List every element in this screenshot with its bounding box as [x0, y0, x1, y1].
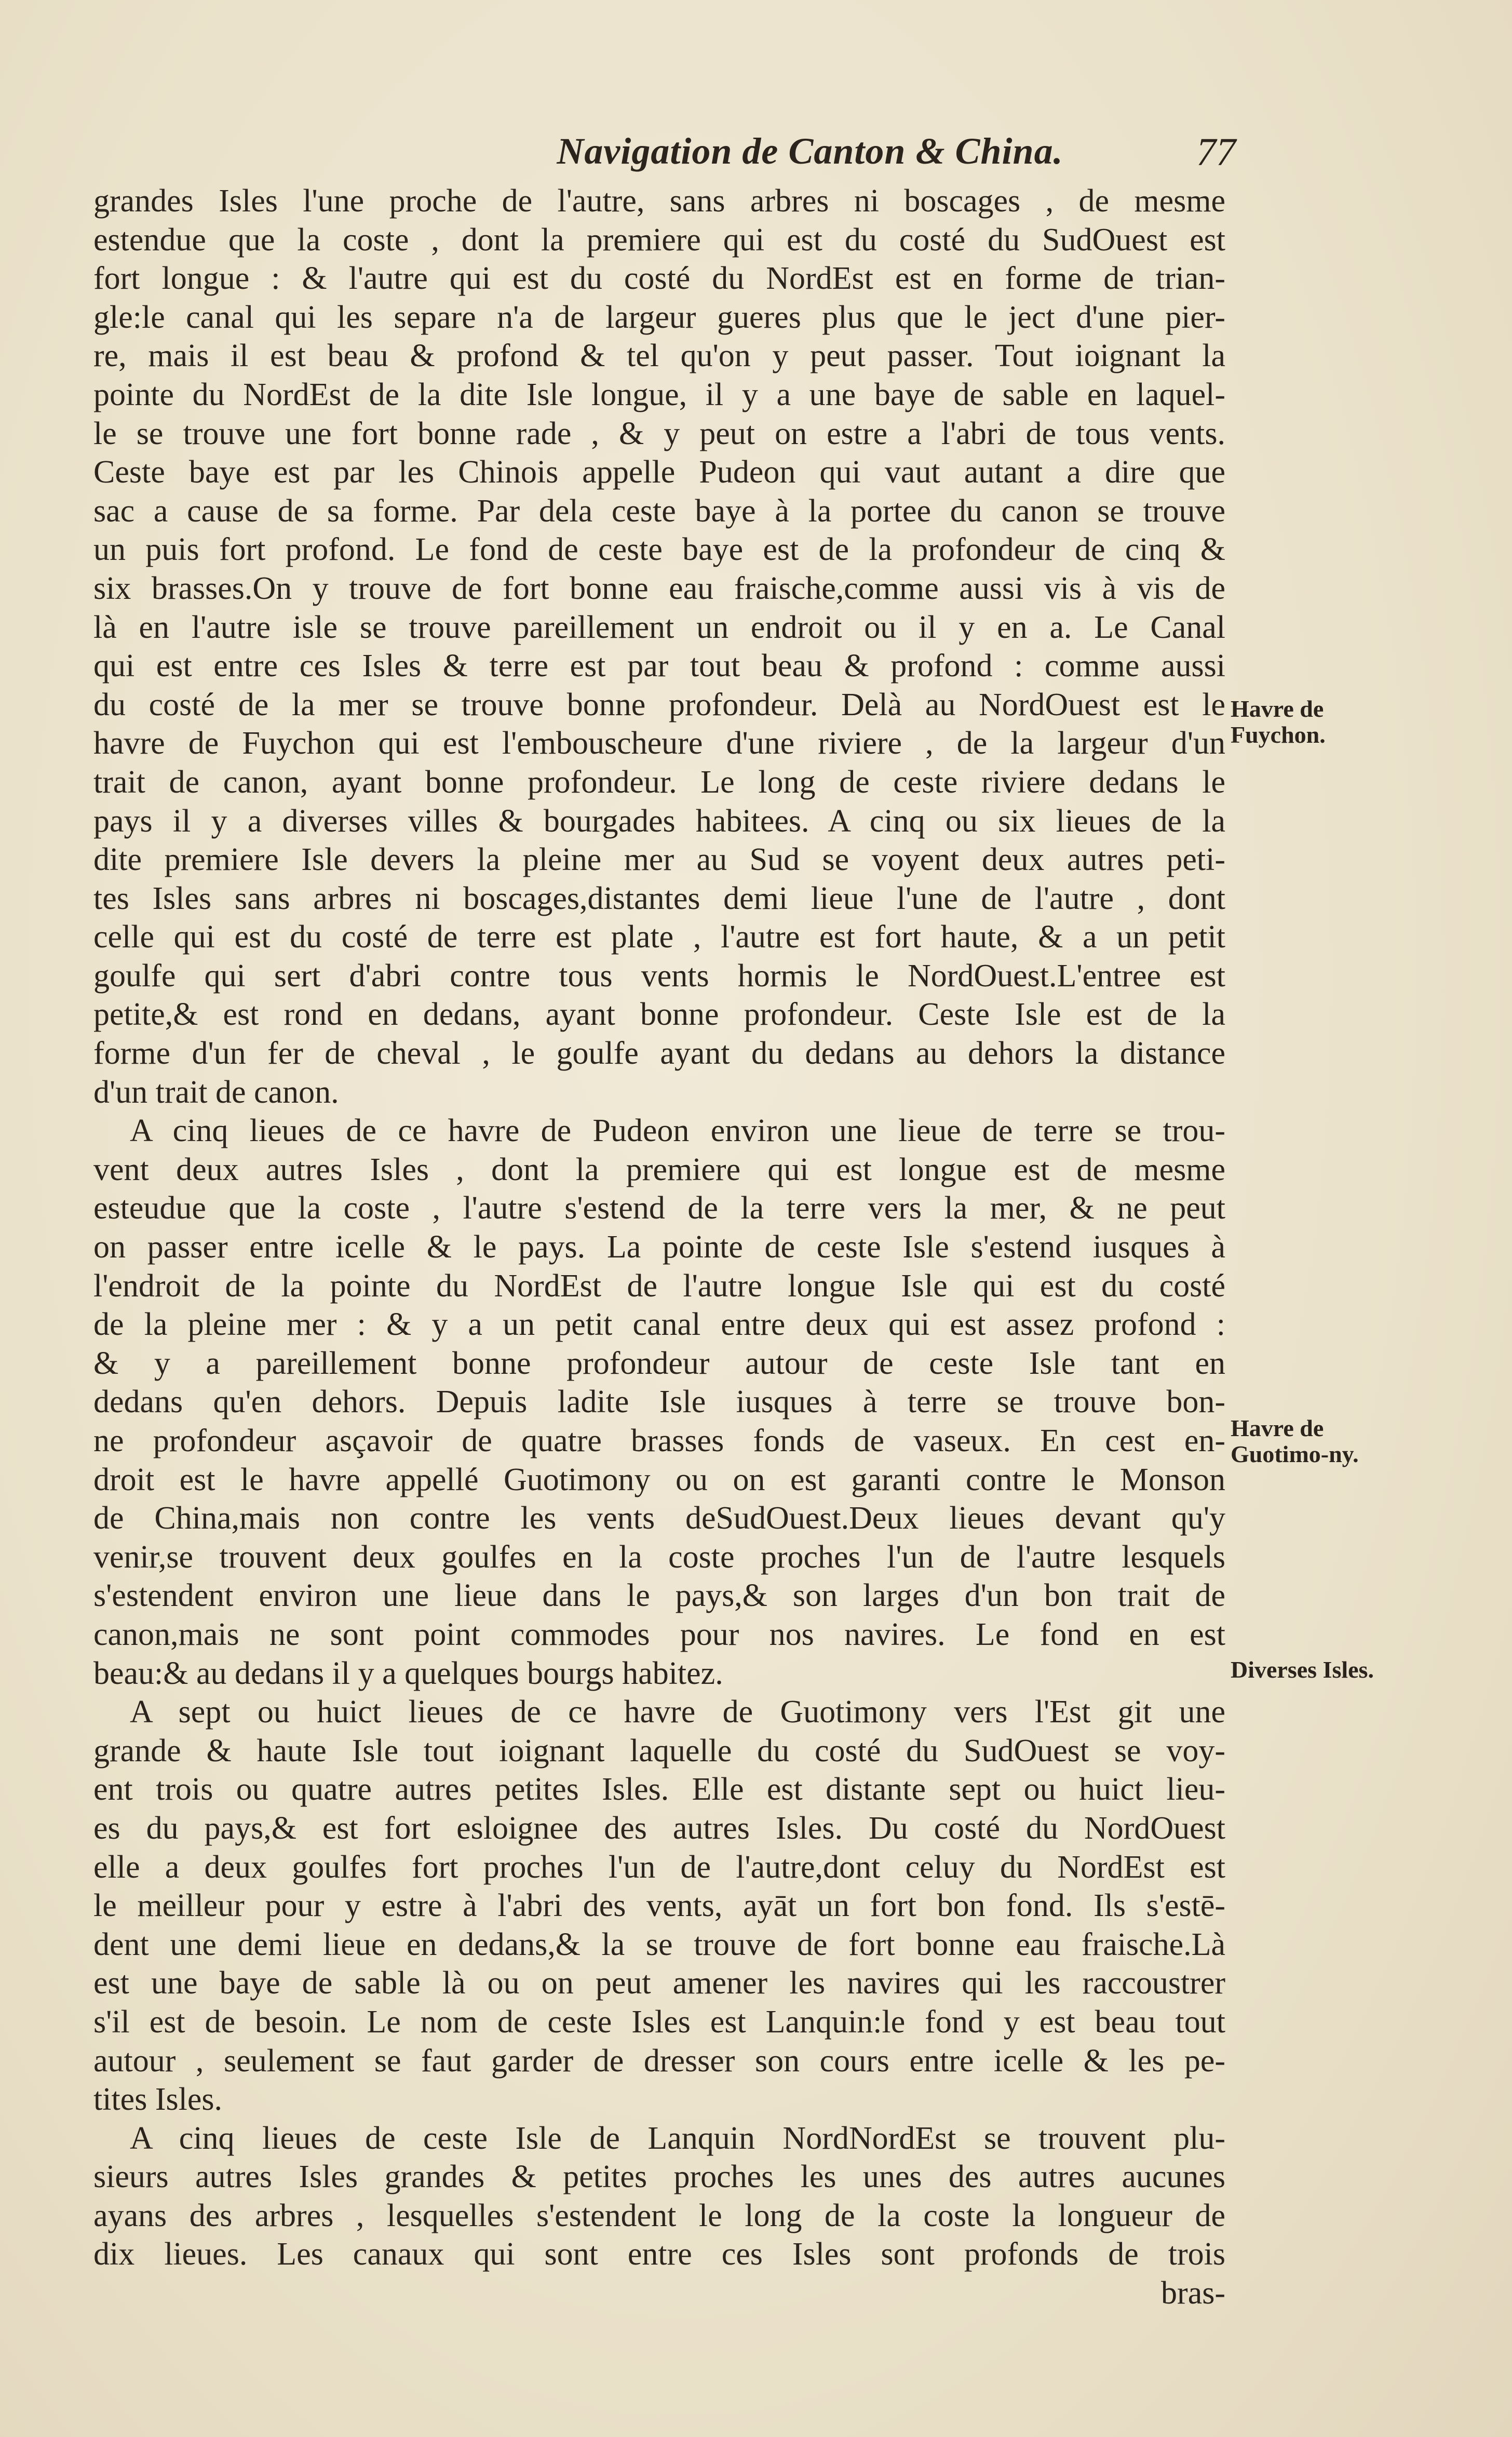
text-line: pays il y a diverses villes & bourgades habitees. A cinq ou six lieues de la	[93, 803, 1225, 839]
text-line: forme d'un fer de cheval , le goulfe ayant du dedans au dehors la distance	[93, 1036, 1225, 1072]
text-line: sieurs autres Isles grandes & petites proches les unes des autres aucunes	[93, 2159, 1225, 2195]
text-line: tites Isles.	[93, 2082, 222, 2118]
text-line: canon,mais ne sont point commodes pour nos navires. Le fond en est	[93, 1616, 1225, 1652]
text-line: droit est le havre appellé Guotimony ou on est garanti contre le Monson	[93, 1462, 1225, 1497]
text-line: dedans qu'en dehors. Depuis ladite Isle iusques à terre se trouve bon-	[93, 1384, 1225, 1420]
text-line: le meilleur pour y estre à l'abri des vents, ayāt un fort bon fond. Ils s'estē-	[93, 1888, 1225, 1924]
text-line: tes Isles sans arbres ni boscages,distantes demi lieue l'une de l'autre , dont	[93, 880, 1225, 916]
text-line: havre de Fuychon qui est l'embouscheure d'une riviere , de la largeur d'un	[93, 726, 1225, 761]
text-line: A cinq lieues de ce havre de Pudeon environ une lieue de terre se trou-	[130, 1113, 1225, 1149]
text-line: de China,mais non contre les vents deSudOuest.Deux lieues devant qu'y	[93, 1501, 1225, 1536]
text-line: grande & haute Isle tout ioignant laquelle du costé du SudOuest se voy-	[93, 1733, 1225, 1769]
text-line: ent trois ou quatre autres petites Isles. Elle est distante sept ou huict lieu-	[93, 1772, 1225, 1807]
text-line: beau:& au dedans il y a quelques bourgs habitez.	[93, 1655, 723, 1691]
text-line: A sept ou huict lieues de ce havre de Guotimony vers l'Est git une	[130, 1694, 1225, 1730]
margin-note-fuychon: Havre de Fuychon.	[1231, 695, 1326, 748]
text-line: le se trouve une fort bonne rade , & y peut on estre a l'abri de tous vents.	[93, 416, 1225, 451]
text-line: celle qui est du costé de terre est plate , l'autre est fort haute, & a un petit	[93, 919, 1225, 955]
text-line: grandes Isles l'une proche de l'autre, sans arbres ni boscages , de mesme	[93, 183, 1225, 219]
text-line: un puis fort profond. Le fond de ceste baye est de la profondeur de cinq &	[93, 532, 1225, 568]
page-number: 77	[1196, 130, 1236, 174]
text-line: re, mais il est beau & profond & tel qu'on y peut passer. Tout ioignant la	[93, 338, 1225, 374]
text-line: ayans des arbres , lesquelles s'estendent le long de la coste la longueur de	[93, 2198, 1225, 2233]
text-line: du costé de la mer se trouve bonne profondeur. Delà au NordOuest est le	[93, 687, 1225, 722]
text-line: s'il est de besoin. Le nom de ceste Isles est Lanquin:le fond y est beau tout	[93, 2004, 1225, 2040]
text-line: dix lieues. Les canaux qui sont entre ces Isles sont profonds de trois	[93, 2237, 1225, 2272]
text-line: dent une demi lieue en dedans,& la se trouve de fort bonne eau fraische.Là	[93, 1926, 1225, 1962]
text-line: esteudue que la coste , l'autre s'estend de la terre vers la mer, & ne peut	[93, 1190, 1225, 1226]
text-line: trait de canon, ayant bonne profondeur. Le long de ceste riviere dedans le	[93, 764, 1225, 800]
text-line: es du pays,& est fort esloignee des autres Isles. Du costé du NordOuest	[93, 1810, 1225, 1846]
text-line: est une baye de sable là ou on peut amener les navires qui les raccoustrer	[93, 1965, 1225, 2001]
text-line: elle a deux goulfes fort proches l'un de l'autre,dont celuy du NordEst est	[93, 1849, 1225, 1885]
text-line: qui est entre ces Isles & terre est par tout beau & profond : comme aussi	[93, 648, 1225, 684]
text-line: d'un trait de canon.	[93, 1074, 339, 1110]
text-line: gle:le canal qui les separe n'a de largeur gueres plus que le ject d'une pier-	[93, 299, 1225, 335]
margin-note-diverses-isles: Diverses Isles.	[1231, 1656, 1374, 1683]
text-line: autour , seulement se faut garder de dresser son cours entre icelle & les pe-	[93, 2043, 1225, 2079]
text-line: on passer entre icelle & le pays. La pointe de ceste Isle s'estend iusques à	[93, 1229, 1225, 1265]
text-line: estendue que la coste , dont la premiere qui est du costé du SudOuest est	[93, 222, 1225, 258]
text-line: dite premiere Isle devers la pleine mer au Sud se voyent deux autres peti-	[93, 842, 1225, 878]
text-line: fort longue : & l'autre qui est du costé du NordEst est en forme de trian-	[93, 261, 1225, 297]
text-line: vent deux autres Isles , dont la premiere qui est longue est de mesme	[93, 1151, 1225, 1187]
text-line: là en l'autre isle se trouve pareillement un endroit ou il y en a. Le Canal	[93, 609, 1225, 645]
running-header: Navigation de Canton & China.	[557, 130, 1063, 172]
text-line: Ceste baye est par les Chinois appelle Pudeon qui vaut autant a dire que	[93, 454, 1225, 490]
text-body	[93, 182, 1225, 2313]
text-line: s'estendent environ une lieue dans le pays,& son larges d'un bon trait de	[93, 1578, 1225, 1614]
text-line: ne profondeur asçavoir de quatre brasses fonds de vaseux. En cest en-	[93, 1423, 1225, 1458]
text-line: venir,se trouvent deux goulfes en la coste proches l'un de l'autre lesquels	[93, 1539, 1225, 1575]
text-line: goulfe qui sert d'abri contre tous vents hormis le NordOuest.L'entree est	[93, 958, 1225, 994]
text-line: sac a cause de sa forme. Par dela ceste baye à la portee du canon se trouve	[93, 493, 1225, 529]
catchword: bras-	[1161, 2275, 1225, 2311]
text-line: A cinq lieues de ceste Isle de Lanquin NordNordEst se trouvent plu-	[130, 2120, 1225, 2156]
text-line: l'endroit de la pointe du NordEst de l'autre longue Isle qui est du costé	[93, 1268, 1225, 1304]
text-line: petite,& est rond en dedans, ayant bonne profondeur. Ceste Isle est de la	[93, 997, 1225, 1033]
text-line: de la pleine mer : & y a un petit canal entre deux qui est assez profond :	[93, 1307, 1225, 1343]
text-line: six brasses.On y trouve de fort bonne eau fraische,comme aussi vis à vis de	[93, 570, 1225, 606]
margin-note-guotimony: Havre de Guotimo-ny.	[1231, 1415, 1359, 1467]
text-line: & y a pareillement bonne profondeur autour de ceste Isle tant en	[93, 1345, 1225, 1381]
text-line: pointe du NordEst de la dite Isle longue, il y a une baye de sable en laquel-	[93, 377, 1225, 412]
